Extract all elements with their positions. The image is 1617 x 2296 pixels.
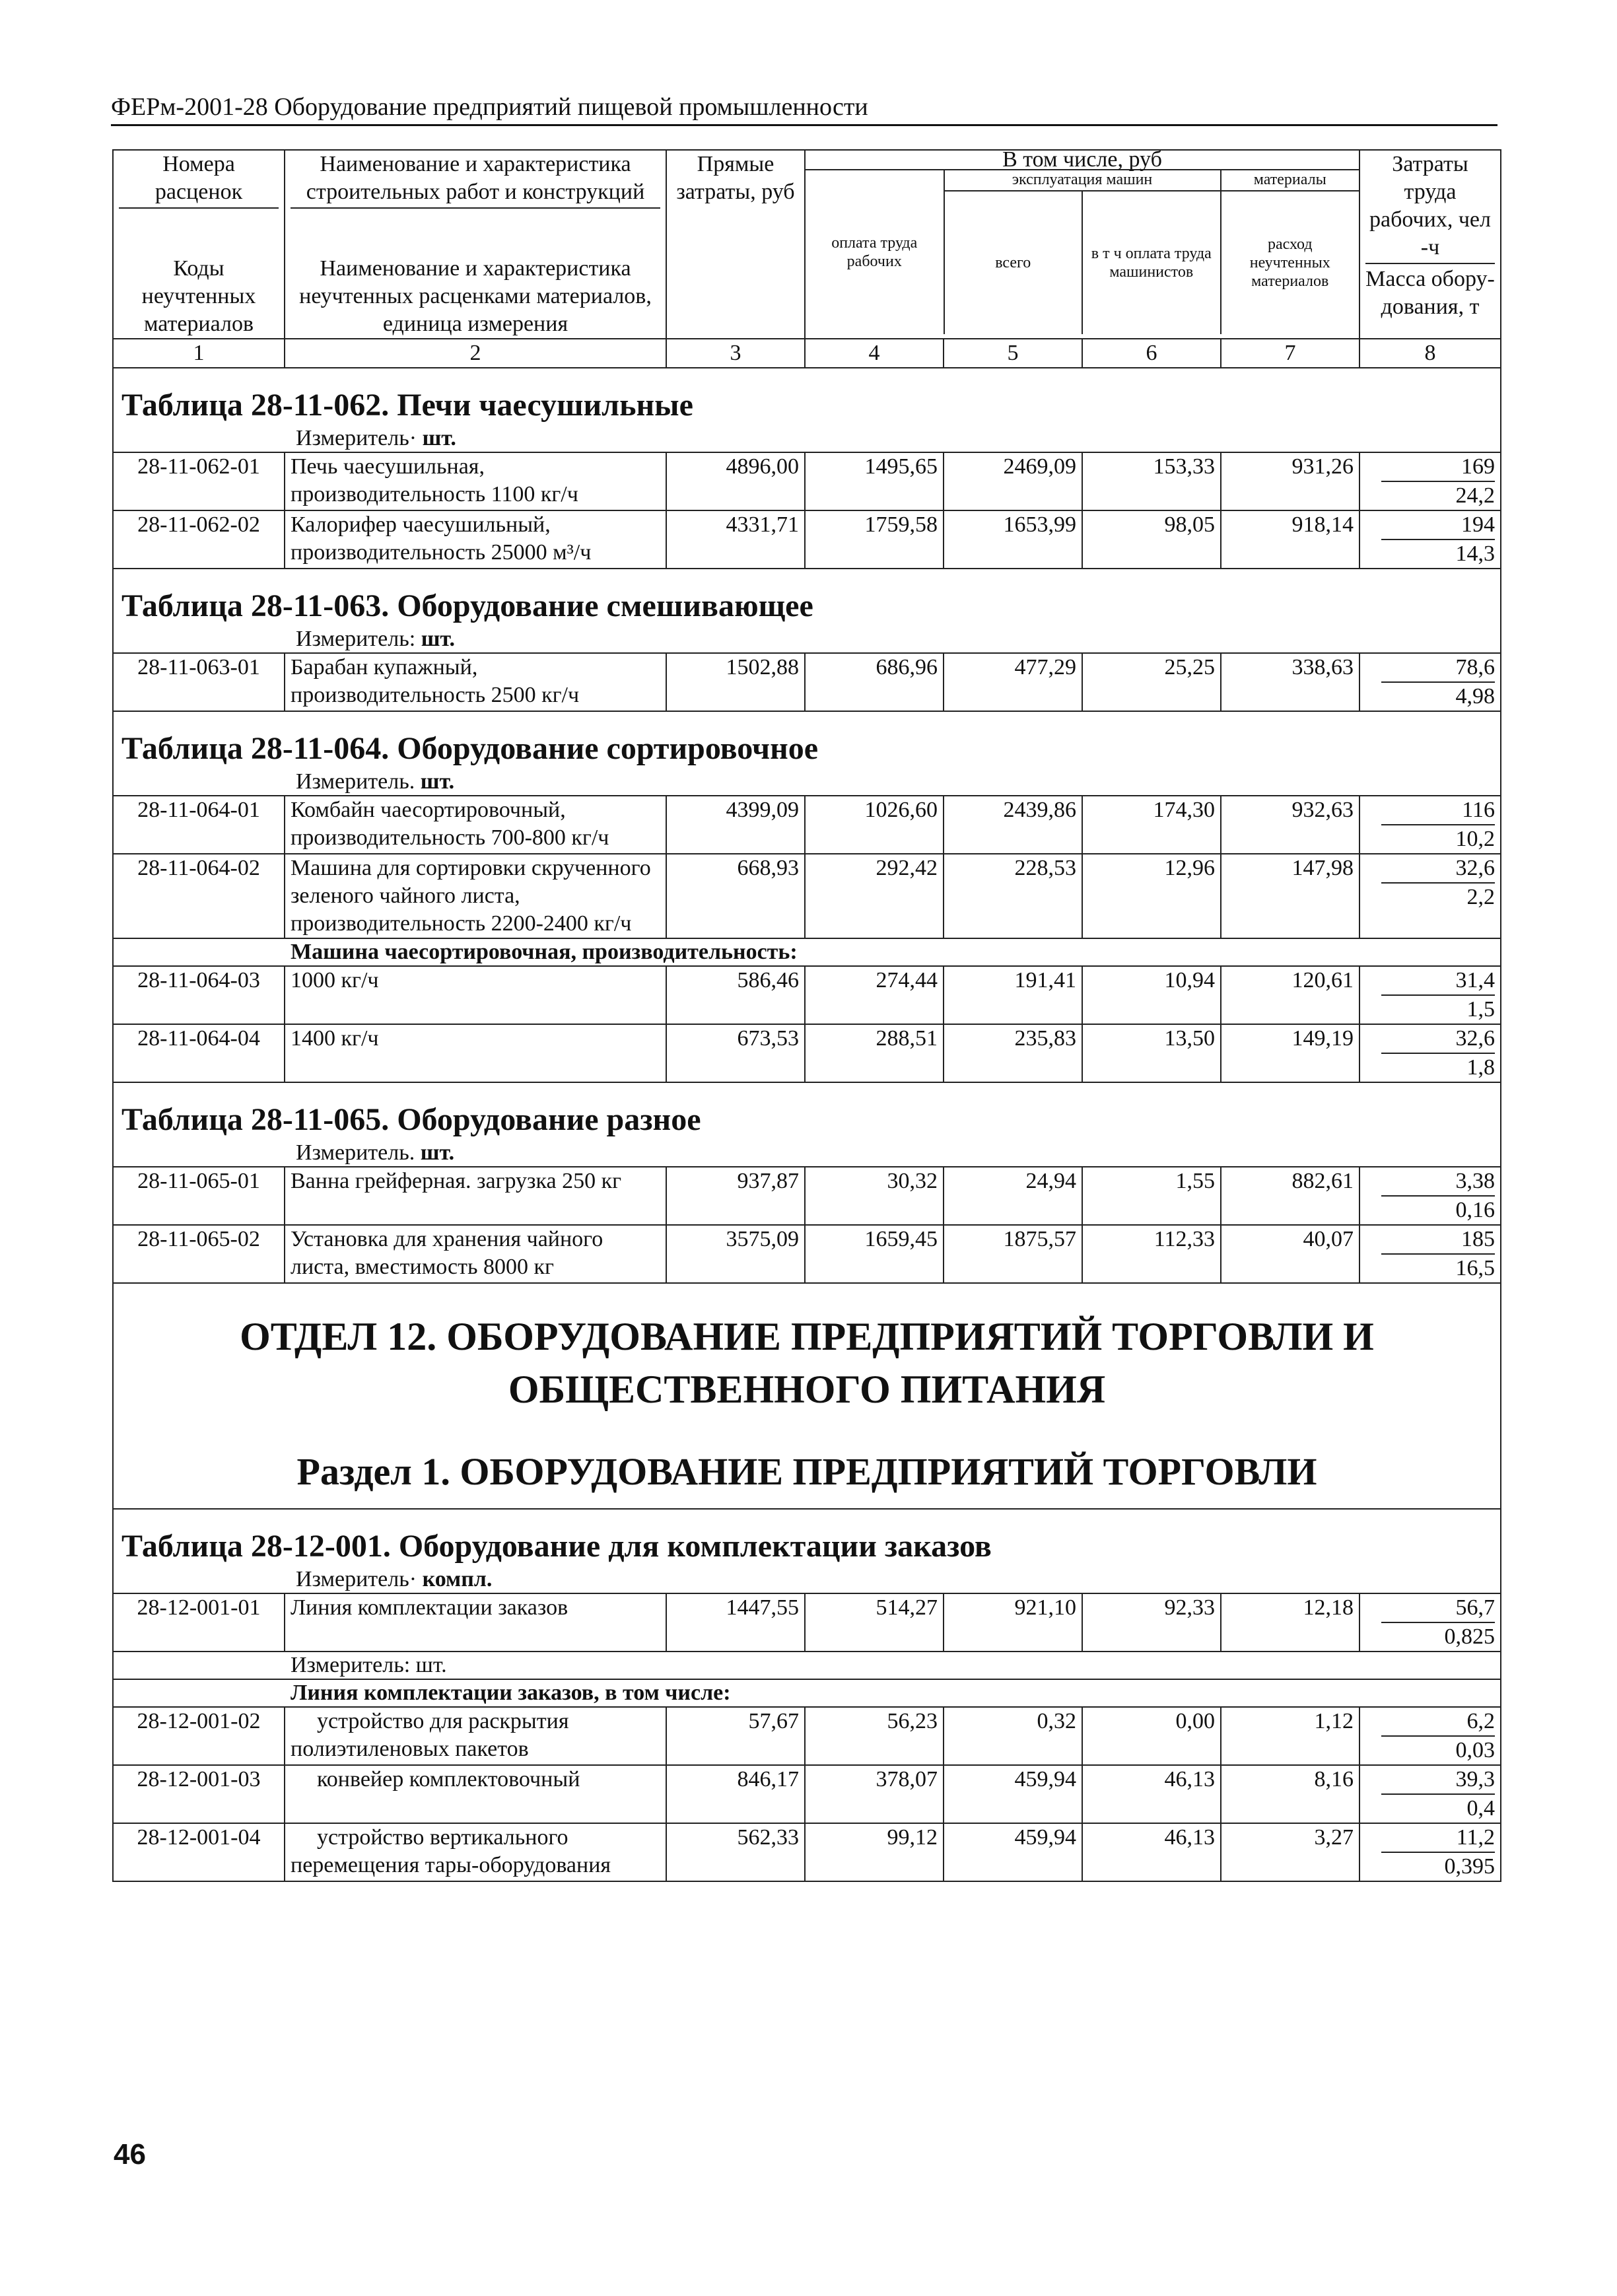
col-number: 2 — [285, 339, 666, 368]
subheading-row — [113, 1679, 1501, 1707]
labor-mass: 6,2 0,03 — [1359, 1707, 1501, 1765]
table-row — [113, 1024, 1501, 1082]
labor-pay: 1026,60 — [805, 796, 944, 854]
table-28-11-064 — [113, 711, 1501, 1082]
direct-cost: 673,53 — [666, 1024, 805, 1082]
operator-pay: 153,33 — [1082, 452, 1221, 510]
col-number: 3 — [666, 339, 805, 368]
direct-cost: 846,17 — [666, 1765, 805, 1823]
measurement-unit: Измеритель· компл. — [296, 1567, 493, 1591]
table-28-11-062 — [113, 368, 1501, 569]
operator-pay: 112,33 — [1082, 1225, 1221, 1283]
machine-total: 228,53 — [944, 854, 1082, 938]
page-number: 46 — [114, 2138, 146, 2171]
operator-pay: 0,00 — [1082, 1707, 1221, 1765]
direct-cost: 4331,71 — [666, 510, 805, 569]
rate-code: 28-11-064-01 — [113, 796, 285, 854]
labor-pay: 1495,65 — [805, 452, 944, 510]
operator-pay: 98,05 — [1082, 510, 1221, 569]
rate-code: 28-11-064-04 — [113, 1024, 285, 1082]
machine-total: 1875,57 — [944, 1225, 1082, 1283]
item-name: Барабан купажный, производительность 2500 кг/ч — [285, 653, 666, 711]
header-col-2 — [285, 150, 666, 339]
section-heading — [113, 368, 1501, 452]
labor-pay: 1659,45 — [805, 1225, 944, 1283]
direct-cost: 562,33 — [666, 1823, 805, 1881]
direct-cost: 586,46 — [666, 966, 805, 1024]
item-name: Комбайн чаесортировочный, производительность 700-800 кг/ч — [285, 796, 666, 854]
labor-pay: 288,51 — [805, 1024, 944, 1082]
machine-total: 24,94 — [944, 1167, 1082, 1225]
direct-cost: 937,87 — [666, 1167, 805, 1225]
table-28-11-065 — [113, 1082, 1501, 1283]
header-col-1 — [113, 150, 285, 339]
labor-pay: 99,12 — [805, 1823, 944, 1881]
measurement-unit: Измеритель· шт. — [296, 426, 456, 450]
labor-pay: 292,42 — [805, 854, 944, 938]
table-header — [113, 147, 1501, 368]
item-name: 1400 кг/ч — [285, 1024, 666, 1082]
section-heading — [113, 1082, 1501, 1167]
header-labor-pay: оплата труда рабочих — [806, 170, 944, 334]
labor-mass: 56,7 0,825 — [1359, 1593, 1501, 1652]
labor-mass: 3,38 0,16 — [1359, 1167, 1501, 1225]
rate-code: 28-11-062-01 — [113, 452, 285, 510]
col-number: 7 — [1221, 339, 1359, 368]
measurement-unit: Измеритель: шт. — [296, 627, 456, 651]
labor-pay: 1759,58 — [805, 510, 944, 569]
labor-mass: 31,4 1,5 — [1359, 966, 1501, 1024]
materials: 8,16 — [1221, 1765, 1359, 1823]
direct-cost: 4399,09 — [666, 796, 805, 854]
operator-pay: 46,13 — [1082, 1823, 1221, 1881]
department-block — [113, 1283, 1501, 1509]
item-name: Печь чаесушильная, производительность 1100 кг/ч — [285, 452, 666, 510]
machine-total: 235,83 — [944, 1024, 1082, 1082]
rate-code: 28-11-062-02 — [113, 510, 285, 569]
machine-total: 1653,99 — [944, 510, 1082, 569]
rate-code: 28-11-063-01 — [113, 653, 285, 711]
running-head: ФЕРм-2001-28 Оборудование предприятий пищевой промышленности — [111, 91, 1497, 126]
table-title: Таблица 28-12-001. Оборудование для комплектации заказов — [121, 1529, 992, 1564]
measurement-unit: Измеритель. шт. — [296, 769, 455, 794]
header-direct-costs: Прямые затраты, руб — [666, 150, 805, 339]
item-name: конвейер комплектовочный — [285, 1765, 666, 1823]
labor-mass: 32,6 1,8 — [1359, 1024, 1501, 1082]
section-heading — [113, 711, 1501, 796]
machine-total: 2439,86 — [944, 796, 1082, 854]
table-title: Таблица 28-11-062. Печи чаесушильные — [121, 388, 693, 423]
header-operator-pay: в т ч оплата труда машинистов — [1082, 191, 1221, 334]
labor-pay: 686,96 — [805, 653, 944, 711]
table-28-12-001 — [113, 1509, 1501, 1881]
table-row — [113, 1593, 1501, 1652]
materials: 120,61 — [1221, 966, 1359, 1024]
operator-pay: 13,50 — [1082, 1024, 1221, 1082]
item-name: Установка для хранения чайного листа, вместимость 8000 кг — [285, 1225, 666, 1283]
direct-cost: 1447,55 — [666, 1593, 805, 1652]
machine-total: 459,94 — [944, 1765, 1082, 1823]
subheading-row — [113, 938, 1501, 966]
labor-mass: 169 24,2 — [1359, 452, 1501, 510]
labor-pay: 274,44 — [805, 966, 944, 1024]
table-row — [113, 653, 1501, 711]
table-row — [113, 1225, 1501, 1283]
labor-mass: 32,6 2,2 — [1359, 854, 1501, 938]
header-material-name: Наименование и характеристика неучтенных расценками материалов, единица измерения — [299, 256, 652, 336]
table-row — [113, 966, 1501, 1024]
header-subtable — [806, 170, 1359, 334]
header-work-name: Наименование и характеристика строительных работ и конструкций — [291, 151, 660, 209]
labor-pay: 30,32 — [805, 1167, 944, 1225]
rate-code: 28-11-064-03 — [113, 966, 285, 1024]
rate-code: 28-11-065-01 — [113, 1167, 285, 1225]
operator-pay: 10,94 — [1082, 966, 1221, 1024]
col-number: 6 — [1082, 339, 1221, 368]
header-rate-numbers: Номера расценок — [119, 151, 279, 209]
table-row — [113, 1167, 1501, 1225]
materials: 931,26 — [1221, 452, 1359, 510]
header-unaccounted-materials: расход неучтенных материалов — [1249, 236, 1330, 290]
materials: 1,12 — [1221, 1707, 1359, 1765]
materials: 932,63 — [1221, 796, 1359, 854]
materials: 149,19 — [1221, 1024, 1359, 1082]
table-28-11-063 — [113, 569, 1501, 711]
operator-pay: 174,30 — [1082, 796, 1221, 854]
item-name: устройство для раскрытия полиэтиленовых пакетов — [285, 1707, 666, 1765]
header-machine-ops: эксплуатация машин — [944, 170, 1221, 191]
labor-mass: 194 14,3 — [1359, 510, 1501, 569]
section-title: Раздел 1. ОБОРУДОВАНИЕ ПРЕДПРИЯТИЙ ТОРГОВЛИ — [296, 1450, 1317, 1493]
operator-pay: 1,55 — [1082, 1167, 1221, 1225]
header-total: всего — [944, 191, 1083, 334]
table-row — [113, 1765, 1501, 1823]
machine-total: 921,10 — [944, 1593, 1082, 1652]
labor-mass: 78,6 4,98 — [1359, 653, 1501, 711]
col-number: 5 — [944, 339, 1082, 368]
price-table — [112, 149, 1501, 1882]
table-row — [113, 510, 1501, 569]
header-materials: материалы — [1221, 170, 1359, 191]
labor-pay: 378,07 — [805, 1765, 944, 1823]
rate-code: 28-12-001-01 — [113, 1593, 285, 1652]
direct-cost: 4896,00 — [666, 452, 805, 510]
item-name: 1000 кг/ч — [285, 966, 666, 1024]
operator-pay: 46,13 — [1082, 1765, 1221, 1823]
labor-mass: 11,2 0,395 — [1359, 1823, 1501, 1881]
subheading: Линия комплектации заказов, в том числе: — [291, 1681, 731, 1705]
table-title: Таблица 28-11-064. Оборудование сортировочное — [121, 731, 819, 766]
machine-total: 2469,09 — [944, 452, 1082, 510]
direct-cost: 668,93 — [666, 854, 805, 938]
table-row — [113, 796, 1501, 854]
labor-pay: 56,23 — [805, 1707, 944, 1765]
section-heading — [113, 1509, 1501, 1593]
rate-code: 28-12-001-03 — [113, 1765, 285, 1823]
table-row — [113, 854, 1501, 938]
header-col-8 — [1359, 150, 1501, 339]
labor-pay: 514,27 — [805, 1593, 944, 1652]
labor-mass: 39,3 0,4 — [1359, 1765, 1501, 1823]
table-row — [113, 1707, 1501, 1765]
measurement-unit: Измеритель. шт. — [296, 1140, 455, 1165]
header-including-label: В том числе, руб — [806, 151, 1359, 170]
direct-cost: 57,67 — [666, 1707, 805, 1765]
header-material-codes: Коды неучтенных материалов — [141, 256, 256, 336]
materials: 40,07 — [1221, 1225, 1359, 1283]
machine-total: 477,29 — [944, 653, 1082, 711]
materials: 3,27 — [1221, 1823, 1359, 1881]
table-title: Таблица 28-11-065. Оборудование разное — [121, 1102, 701, 1137]
rate-code: 28-11-065-02 — [113, 1225, 285, 1283]
materials: 12,18 — [1221, 1593, 1359, 1652]
machine-total: 459,94 — [944, 1823, 1082, 1881]
operator-pay: 25,25 — [1082, 653, 1221, 711]
header-equipment-mass: Масса обору-дования, т — [1365, 267, 1495, 319]
table-row — [113, 1823, 1501, 1881]
item-name: Линия комплектации заказов — [285, 1593, 666, 1652]
department-title: ОТДЕЛ 12. ОБОРУДОВАНИЕ ПРЕДПРИЯТИЙ ТОРГОВЛИ И ОБЩЕСТВЕННОГО ПИТАНИЯ — [240, 1315, 1374, 1411]
operator-pay: 12,96 — [1082, 854, 1221, 938]
direct-cost: 1502,88 — [666, 653, 805, 711]
col-number: 1 — [113, 339, 285, 368]
table-row — [113, 452, 1501, 510]
machine-total: 191,41 — [944, 966, 1082, 1024]
subheading: Машина чаесортировочная, производительность: — [291, 940, 798, 964]
rate-code: 28-12-001-04 — [113, 1823, 285, 1881]
header-labor-hours: Затраты труда рабочих, чел -ч — [1365, 151, 1495, 264]
item-name: Машина для сортировки скрученного зеленого чайного листа, производительность 2200-2400 кг/ч — [285, 854, 666, 938]
rate-code: 28-12-001-02 — [113, 1707, 285, 1765]
item-name: Ванна грейферная. загрузка 250 кг — [285, 1167, 666, 1225]
item-name: Калорифер чаесушильный, производительность 25000 м³/ч — [285, 510, 666, 569]
measurement-row — [113, 1652, 1501, 1679]
item-name: устройство вертикального перемещения тары-оборудования — [285, 1823, 666, 1881]
rate-code: 28-11-064-02 — [113, 854, 285, 938]
table-title: Таблица 28-11-063. Оборудование смешивающее — [121, 588, 813, 623]
labor-mass: 185 16,5 — [1359, 1225, 1501, 1283]
materials: 338,63 — [1221, 653, 1359, 711]
direct-cost: 3575,09 — [666, 1225, 805, 1283]
machine-total: 0,32 — [944, 1707, 1082, 1765]
col-number: 4 — [805, 339, 944, 368]
materials: 918,14 — [1221, 510, 1359, 569]
materials: 882,61 — [1221, 1167, 1359, 1225]
operator-pay: 92,33 — [1082, 1593, 1221, 1652]
measurement-unit: Измеритель: шт. — [291, 1653, 447, 1677]
department-heading — [113, 1283, 1501, 1509]
section-heading — [113, 569, 1501, 653]
header-including — [805, 147, 1359, 339]
labor-mass: 116 10,2 — [1359, 796, 1501, 854]
col-number: 8 — [1359, 339, 1501, 368]
materials: 147,98 — [1221, 854, 1359, 938]
